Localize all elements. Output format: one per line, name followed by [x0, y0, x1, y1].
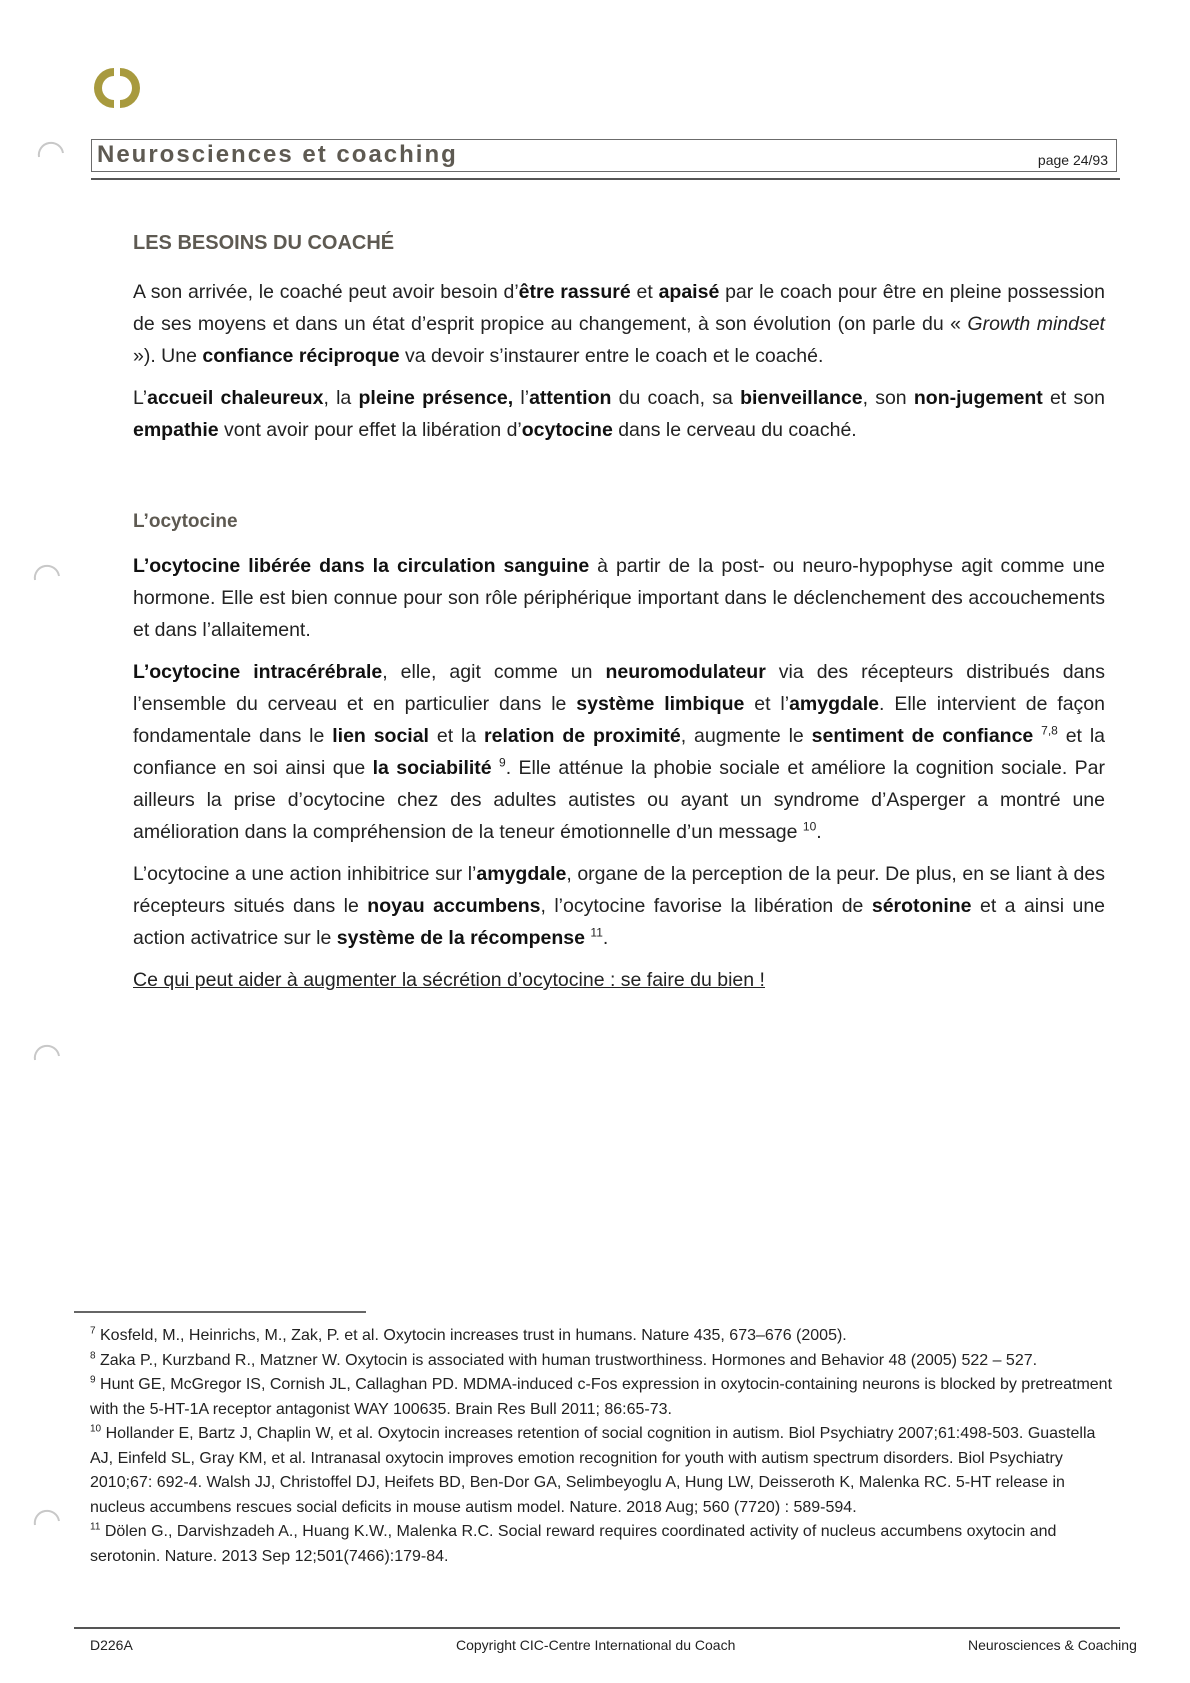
- section-title: LES BESOINS DU COACHÉ: [133, 232, 395, 254]
- paragraph-2: L’accueil chaleureux, la pleine présence, l’attention du coach, sa bienveillance, son non-jugement et son empathie vont avoir pour effet la libération d’ocytocine dans le cerveau du coaché.: [133, 387, 1105, 441]
- underlined-callout: Ce qui peut aider à augmenter la sécrétion d’ocytocine : se faire du bien !: [133, 969, 765, 991]
- header-divider: [91, 178, 1120, 180]
- punch-hole-icon: [36, 137, 66, 159]
- footnotes: [90, 1324, 1120, 1569]
- footnote-7: $^7$ Kosfeld, M., Heinrichs, M., Zak, P. et al. Oxytocin increases trust in humans. Nature 435, 673–676 (2005).: [90, 1325, 847, 1344]
- paragraph-4: L’ocytocine intracérébrale, elle, agit comme un neuromodulateur via des récepteurs distribués dans l’ensemble du cerveau et en particulier dans le système limbique et l’amygdale. Elle intervient de façon fondamentale dans le lien social et la relation de proximité, augmente le sentiment de confiance $^{7,8}$ et la confiance en soi ainsi que la sociabilité $^9$. Elle atténue la phobie sociale et améliore la cognition sociale. Par ailleurs la prise d’ocytocine chez des adultes autistes ou ayant un syndrome d’Asperger a montré une amélioration dans la compréhension de la teneur émotionnelle d’un message $^{10}$.: [133, 661, 1106, 843]
- footer-doc-code: D226A: [90, 1637, 133, 1653]
- document-title: Neurosciences et coaching: [97, 141, 458, 168]
- footnote-9: $^9$ Hunt GE, McGregor IS, Cornish JL, Callaghan PD. MDMA-induced c-Fos expression in oxytocin-containing neurons is blocked by pretreatment with the 5-HT-1A receptor antagonist WAY 100635. Brain Res Bull 2011; 86:65-73.: [90, 1374, 1113, 1418]
- footnote-8: $^8$ Zaka P., Kurzband R., Matzner W. Oxytocin is associated with human trustworthiness. Hormones and Behavior 48 (2005) 522 – 527.: [90, 1350, 1038, 1369]
- footer-doc-name: Neurosciences & Coaching: [968, 1637, 1137, 1653]
- main-content: [133, 228, 1105, 1006]
- paragraph-5: L’ocytocine a une action inhibitrice sur l’amygdale, organe de la perception de la peur. De plus, en se liant à des récepteurs situés dans le noyau accumbens, l’ocytocine favorise la libération de sérotonine et a ainsi une action activatrice sur le système de la récompense $^{11}$.: [133, 863, 1106, 949]
- split-circle-logo-icon: [94, 66, 140, 110]
- footer-copyright: Copyright CIC-Centre International du Coach: [456, 1637, 736, 1653]
- punch-hole-icon: [32, 1040, 62, 1062]
- paragraph-1: A son arrivée, le coaché peut avoir besoin d’être rassuré et apaisé par le coach pour être en pleine possession de ses moyens et dans un état d’esprit propice au changement, à son évolution (on parle du « Growth mindset »). Une confiance réciproque va devoir s’instaurer entre le coach et le coaché.: [133, 281, 1105, 367]
- paragraph-3: L’ocytocine libérée dans la circulation sanguine à partir de la post- ou neuro-hypophyse agit comme une hormone. Elle est bien connue pour son rôle périphérique important dans le déclenchement des accouchements et dans l’allaitement.: [133, 555, 1106, 641]
- punch-hole-icon: [32, 560, 62, 582]
- page-number: page 24/93: [1037, 152, 1108, 168]
- footnote-10: $^{10}$ Hollander E, Bartz J, Chaplin W, et al. Oxytocin increases retention of social cognition in autism. Biol Psychiatry 2007;61:498-503. Guastella AJ, Einfeld SL, Gray KM, et al. Intranasal oxytocin improves emotion recognition for youth with autism spectrum disorders. Biol Psychiatry 2010;67: 692-4. Walsh JJ, Christoffel DJ, Heifets BD, Ben-Dor GA, Selimbeyoglu A, Hung LW, Deisseroth K, Malenka RC. 5-HT release in nucleus accumbens rescues social deficits in mouse autism model. Nature. 2018 Aug; 560 (7720) : 589-594.: [90, 1423, 1096, 1516]
- footnote-11: $^{11}$ Dölen G., Darvishzadeh A., Huang K.W., Malenka R.C. Social reward requires coordinated activity of nucleus accumbens oxytocin and serotonin. Nature. 2013 Sep 12;501(7466):179-84.: [90, 1521, 1057, 1565]
- subsection-title: L’ocytocine: [133, 511, 238, 532]
- footnote-separator: [74, 1311, 366, 1313]
- punch-hole-icon: [32, 1505, 62, 1527]
- footer-divider: [74, 1627, 1120, 1629]
